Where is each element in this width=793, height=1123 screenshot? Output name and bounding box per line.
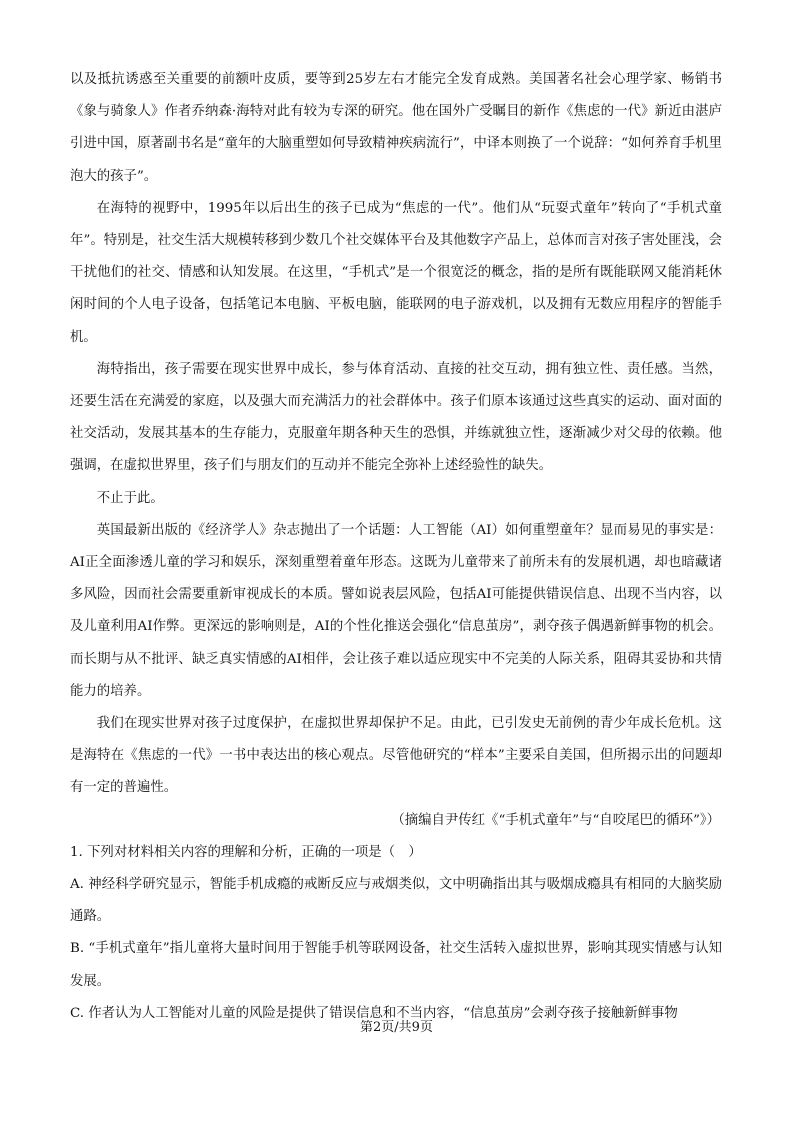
option-b: B. “手机式童年”指儿童将大量时间用于智能手机等联网设备，社交生活转入虚拟世界，影响其现实情感与认知发展。	[70, 941, 722, 989]
paragraph: 在海特的视野中，1995年以后出生的孩子已成为“焦虑的一代”。他们从“玩耍式童年”转向了“手机式童年”。特别是，社交生活大规模转移到少数几个社交媒体平台及其他数字产品上，总体而言对孩子害处匪浅，会干扰他们的社交、情感和认知发展。在这里，“手机式”是一个很宽泛的概念，指的是所有既能联网又能消耗休闲时间的个人电子设备，包括笔记本电脑、平板电脑，能联网的电子游戏机，以及拥有无数应用程序的智能手机。	[70, 200, 722, 345]
option-c: C. 作者认为人工智能对儿童的风险是提供了错误信息和不当内容，“信息茧房”会剥夺孩子接触新鲜事物	[70, 1005, 678, 1021]
paragraph-continued: 以及抵抗诱惑至关重要的前额叶皮质，要等到25岁左右才能完全发育成熟。美国著名社会心理学家、畅销书《象与骑象人》作者乔纳森·海特对此有较为专深的研究。他在国外广受瞩目的新作《焦虑的一代》新近由湛庐引进中国，原著副书名是“童年的大脑重塑如何导致精神疾病流行”，中译本则换了一个说辞：“如何养育手机里泡大的孩子”。	[70, 72, 722, 184]
paragraph: 不止于此。	[96, 490, 164, 506]
question-stem: 1. 下列对材料相关内容的理解和分析，正确的一项是（ ）	[70, 844, 422, 860]
option-a: A. 神经科学研究显示，智能手机成瘾的戒断反应与戒烟类似，文中明确指出其与吸烟成瘾具有相同的大脑奖励通路。	[70, 877, 722, 925]
page-number: 第2页/共9页	[360, 1020, 433, 1035]
paragraph: 英国最新出版的《经济学人》杂志抛出了一个话题：人工智能（AI）如何重塑童年？显而易见的事实是：AI正全面渗透儿童的学习和娱乐，深刻重塑着童年形态。这既为儿童带来了前所未有的发展机遇，却也暗藏诸多风险，因而社会需要重新审视成长的本质。譬如说表层风险，包括AI可能提供错误信息、出现不当内容，以及儿童利用AI作弊。更深远的影响则是，AI的个性化推送会强化“信息茧房”，剥夺孩子偶遇新鲜事物的机会。而长期与从不批评、缺乏真实情感的AI相伴，会让孩子难以适应现实中不完美的人际关系，阻碍其妥协和共情能力的培养。	[70, 522, 722, 699]
article-body	[70, 64, 722, 1030]
source-citation: （摘编自尹传红《“手机式童年”与“自咬尾巴的循环”》）	[391, 812, 720, 828]
paragraph: 我们在现实世界对孩子过度保护，在虚拟世界却保护不足。由此，已引发史无前例的青少年成长危机。这是海特在《焦虑的一代》一书中表达出的核心观点。尽管他研究的“样本”主要采自美国，但所揭示出的问题却有一定的普遍性。	[70, 716, 722, 796]
paragraph: 海特指出，孩子需要在现实世界中成长，参与体育活动、直接的社交互动，拥有独立性、责任感。当然，还要生活在充满爱的家庭，以及强大而充满活力的社会群体中。孩子们原本该通过这些真实的运动、面对面的社交活动，发展其基本的生存能力，克服童年期各种天生的恐惧，并练就独立性，逐渐减少对父母的依赖。他强调，在虚拟世界里，孩子们与朋友们的互动并不能完全弥补上述经验性的缺失。	[70, 361, 722, 474]
